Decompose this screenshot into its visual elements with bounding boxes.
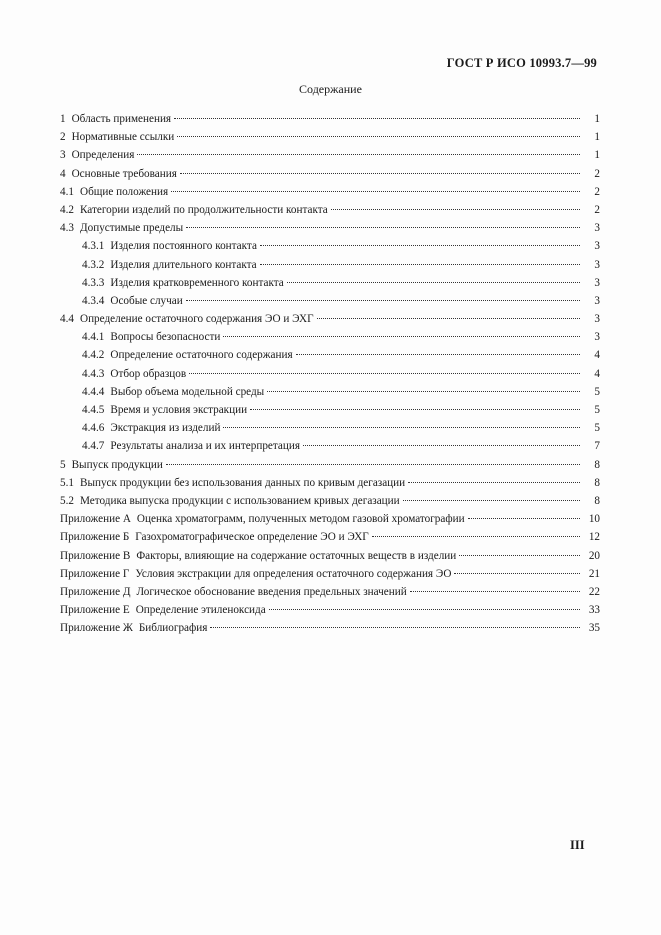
toc-entry-number: 4.3.4 (82, 294, 105, 307)
toc-entry-number: Приложение А (60, 513, 131, 526)
toc-entry-number: 4.4.4 (82, 385, 105, 398)
toc-entry[interactable] (60, 401, 600, 419)
toc-entry-number: 4.4.7 (82, 440, 105, 453)
toc-entry[interactable] (60, 492, 600, 510)
toc-entry-page: 22 (588, 585, 600, 598)
toc-entry[interactable] (60, 328, 600, 346)
toc-entry-page: 3 (594, 222, 600, 235)
toc-entry-title: Категории изделий по продолжительности контакта (79, 203, 328, 216)
toc-entry-page: 4 (594, 367, 600, 380)
dot-leader (403, 500, 580, 501)
dot-leader (260, 264, 580, 265)
toc-entry-title: Определение остаточного содержания ЭО и ЭХГ (79, 313, 314, 326)
toc-entry-page: 1 (594, 113, 600, 125)
dot-leader (174, 118, 580, 119)
toc-entry-page: 5 (594, 404, 600, 416)
toc-entry-title: Выпуск продукции без использования данных по кривым дегазации (79, 476, 406, 489)
toc-entry-number: 3 (60, 149, 66, 162)
dot-leader (137, 154, 580, 155)
standard-code: ГОСТ Р ИСО 10993.7—99 (446, 56, 597, 70)
toc-entry[interactable] (60, 619, 600, 637)
toc-entry-page: 5 (594, 385, 600, 398)
toc-entry-number: 4 (60, 167, 66, 180)
toc-entry-page: 3 (594, 331, 600, 344)
toc-entry-title: Выбор объема модельной среды (110, 385, 265, 398)
toc-entry-page: 35 (588, 622, 600, 635)
toc-entry[interactable] (60, 183, 600, 201)
toc-entry-page: 20 (588, 549, 600, 562)
dot-leader (223, 336, 580, 337)
toc-entry-page: 3 (594, 276, 600, 289)
toc-entry-number: 4.4.6 (82, 422, 105, 435)
toc-entry-title: Выпуск продукции (71, 458, 163, 471)
toc-entry-number: Приложение В (60, 549, 131, 562)
toc-entry-title: Определение остаточного содержания (110, 349, 293, 362)
toc-entry-number: Приложение Г (60, 567, 130, 580)
toc-entry-page: 5 (594, 422, 600, 435)
dot-leader (296, 354, 580, 355)
dot-leader (189, 373, 580, 374)
toc-entry-page: 1 (594, 149, 600, 162)
toc-entry-number: 4.3.3 (82, 276, 105, 289)
toc-entry[interactable] (60, 510, 600, 528)
toc-entry-title: Изделия постоянного контакта (110, 240, 257, 253)
toc-entry-page: 10 (588, 513, 600, 526)
toc-entry-number: 4.3.1 (82, 240, 105, 253)
toc-entry-title: Определение этиленоксида (135, 604, 266, 617)
toc-entry[interactable] (60, 274, 600, 292)
toc-entry-page: 2 (594, 203, 600, 216)
toc-entry[interactable] (60, 365, 600, 383)
dot-leader (331, 209, 580, 210)
toc-entry-page: 8 (594, 458, 600, 471)
toc-entry-page: 3 (594, 240, 600, 253)
toc-entry-title: Библиография (138, 622, 208, 635)
toc-entry[interactable] (60, 437, 600, 455)
toc-entry-number: 5.1 (60, 476, 74, 489)
toc-entry-page: 8 (594, 494, 600, 507)
toc-entry-title: Область применения (71, 113, 172, 125)
toc-entry[interactable] (60, 474, 600, 492)
dot-leader (372, 536, 580, 537)
toc-entry-title: Изделия кратковременного контакта (110, 276, 284, 289)
toc-entry-page: 3 (594, 313, 600, 326)
dot-leader (223, 427, 580, 428)
toc-entry-page: 1 (594, 131, 600, 144)
toc-entry[interactable] (60, 201, 600, 219)
toc-entry-page: 3 (594, 294, 600, 307)
toc-entry-number: 4.4.1 (82, 331, 105, 344)
toc-entry[interactable] (60, 219, 600, 237)
toc-entry-title: Методика выпуска продукции с использованием кривых дегазации (79, 494, 400, 507)
toc-entry-number: 4.2 (60, 203, 74, 216)
toc-entry[interactable] (60, 383, 600, 401)
toc-entry-page: 33 (588, 604, 600, 617)
toc-entry-number: Приложение Ж (60, 622, 133, 635)
toc-entry-page: 7 (594, 440, 600, 453)
toc-entry[interactable] (60, 346, 600, 364)
toc-entry-title: Оценка хроматограмм, полученных методом газовой хроматографии (136, 513, 465, 526)
toc-entry[interactable] (60, 528, 600, 546)
toc-entry-title: Нормативные ссылки (71, 131, 175, 144)
toc-entry-number: 4.4.2 (82, 349, 105, 362)
toc-entry[interactable] (60, 456, 600, 474)
dot-leader (459, 555, 580, 556)
dot-leader (287, 282, 580, 283)
toc-entry[interactable] (60, 292, 600, 310)
dot-leader (186, 227, 580, 228)
toc-entry-number: 5.2 (60, 494, 74, 507)
toc-entry[interactable] (60, 583, 600, 601)
dot-leader (269, 609, 580, 610)
toc-entry-number: Приложение Д (60, 585, 131, 598)
toc-entry-number: Приложение Е (60, 604, 130, 617)
dot-leader (177, 136, 580, 137)
toc-entry[interactable] (60, 128, 600, 146)
toc-entry-page: 12 (588, 531, 600, 544)
toc-entry[interactable] (60, 256, 600, 274)
dot-leader (410, 591, 580, 592)
dot-leader (166, 464, 580, 465)
dot-leader (210, 627, 580, 628)
toc-entry-number: Приложение Б (60, 531, 130, 544)
toc-entry-number: 2 (60, 131, 66, 144)
dot-leader (267, 391, 580, 392)
toc-entry-page: 2 (594, 167, 600, 180)
toc-entry-number: 4.4 (60, 313, 74, 326)
toc-entry-title: Условия экстракции для определения остаточного содержания ЭО (135, 567, 452, 580)
dot-leader (180, 173, 580, 174)
dot-leader (260, 245, 580, 246)
toc-entry-title: Особые случаи (110, 294, 183, 307)
dot-leader (468, 518, 580, 519)
toc-entry-number: 5 (60, 458, 66, 471)
toc-entry-page: 8 (594, 476, 600, 489)
toc-entry-title: Факторы, влияющие на содержание остаточных веществ в изделии (136, 549, 457, 562)
toc-entry-number: 4.1 (60, 185, 74, 198)
dot-leader (250, 409, 580, 410)
toc-entry-title: Вопросы безопасности (110, 331, 221, 344)
toc-entry-number: 4.4.3 (82, 367, 105, 380)
toc-entry[interactable] (60, 419, 600, 437)
toc-entry-title: Определения (71, 149, 135, 162)
dot-leader (454, 573, 580, 574)
dot-leader (303, 445, 580, 446)
toc-entry-title: Время и условия экстракции (110, 404, 248, 416)
toc-entry[interactable] (60, 310, 600, 328)
toc-entry[interactable] (60, 547, 600, 565)
toc-entry[interactable] (60, 565, 600, 583)
toc-entry[interactable] (60, 165, 600, 183)
dot-leader (186, 300, 580, 301)
toc-entry-number: 1 (60, 113, 66, 125)
toc-entry-page: 3 (594, 258, 600, 271)
toc-entry-number: 4.4.5 (82, 404, 105, 416)
toc-entry-page: 4 (594, 349, 600, 362)
toc-entry-title: Изделия длительного контакта (110, 258, 257, 271)
toc-entry-number: 4.3 (60, 222, 74, 235)
toc-entry[interactable] (60, 601, 600, 619)
dot-leader (317, 318, 580, 319)
toc-entry-title: Отбор образцов (110, 367, 187, 380)
toc-entry-page: 21 (588, 567, 600, 580)
toc-entry-title: Логическое обоснование введения предельных значений (136, 585, 407, 598)
toc-entry-title: Общие положения (79, 185, 169, 198)
toc-entry-title: Основные требования (71, 167, 177, 180)
dot-leader (171, 191, 580, 192)
toc-entry-title: Экстракция из изделий (110, 422, 221, 435)
toc-entry[interactable] (60, 237, 600, 255)
toc-entry[interactable] (60, 146, 600, 164)
dot-leader (408, 482, 580, 483)
toc-entry-page: 2 (594, 185, 600, 198)
toc-entry-title: Результаты анализа и их интерпретация (110, 440, 301, 453)
contents-title: Содержание (299, 82, 362, 96)
toc-entry-title: Допустимые пределы (79, 222, 184, 235)
table-of-contents (60, 110, 600, 637)
toc-entry-number: 4.3.2 (82, 258, 105, 271)
toc-entry-title: Газохроматографическое определение ЭО и ЭХГ (135, 531, 369, 544)
toc-entry[interactable] (60, 110, 600, 128)
page-number: III (570, 838, 585, 852)
